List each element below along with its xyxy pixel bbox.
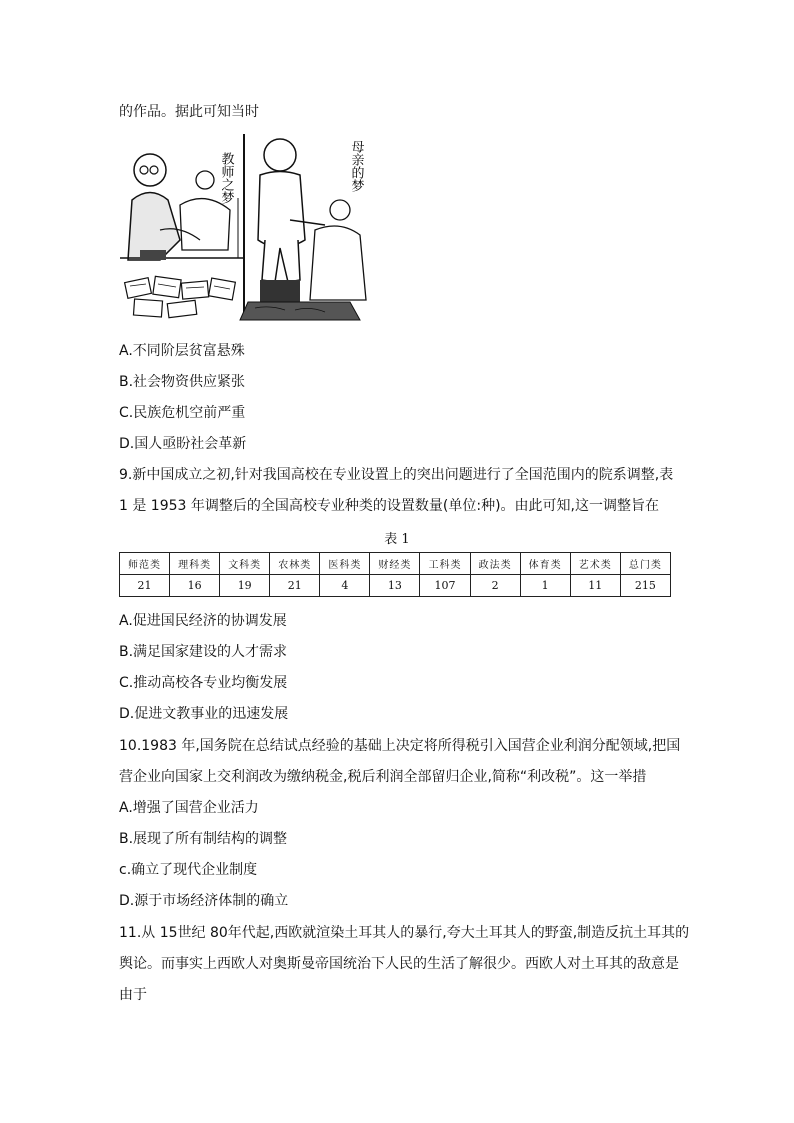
table-header-cell: 农林类: [270, 553, 320, 575]
table-header-cell: 财经类: [370, 553, 420, 575]
q8-option-d: D.国人亟盼社会革新: [119, 436, 247, 452]
table-caption: 表 1: [384, 532, 410, 547]
q9-option-c: C.推动高校各专业均衡发展: [119, 675, 288, 691]
table-value-cell: 4: [320, 575, 370, 597]
table-header-cell: 医科类: [320, 553, 370, 575]
q9-stem-line1: 9.新中国成立之初,针对我国高校在专业设置上的突出问题进行了全国范围内的院系调整,表: [119, 467, 674, 483]
table-header-cell: 工科类: [420, 553, 470, 575]
q8-option-a: A.不同阶层贫富悬殊: [119, 343, 245, 359]
q10-stem-line2: 营企业向国家上交利润改为缴纳税金,税后利润全部留归企业,简称“利改税”。这一举措: [119, 769, 647, 785]
q10-option-a: A.增强了国营企业活力: [119, 800, 259, 816]
q11-stem-line1: 11.从 15世纪 80年代起,西欧就渲染土耳其人的暴行,夸大土耳其人的野蛮,制造反抗土耳其的: [119, 925, 690, 941]
table-header-cell: 艺术类: [570, 553, 620, 575]
table-value-cell: 11: [570, 575, 620, 597]
table-header-cell: 师范类: [120, 553, 170, 575]
q10-stem-line1: 10.1983 年,国务院在总结试点经验的基础上决定将所得税引入国营企业利润分配领域,把国: [119, 738, 681, 754]
table-header-cell: 体育类: [520, 553, 570, 575]
cartoon-illustration: [120, 130, 370, 322]
left-panel-caption: 教师之梦: [218, 152, 234, 204]
q11-stem-line2: 舆论。而事实上西欧人对奥斯曼帝国统治下人民的生活了解很少。西欧人对土耳其的敌意是: [119, 956, 679, 972]
q9-option-b: B.满足国家建设的人才需求: [119, 644, 288, 660]
table-value-cell: 21: [120, 575, 170, 597]
q9-option-a: A.促进国民经济的协调发展: [119, 613, 287, 629]
table-value-cell: 215: [620, 575, 670, 597]
table-value-cell: 13: [370, 575, 420, 597]
q8-option-c: C.民族危机空前严重: [119, 405, 246, 421]
table-header-cell: 总门类: [620, 553, 670, 575]
table-header-cell: 理科类: [170, 553, 220, 575]
specialty-count-table: [119, 552, 671, 597]
q8-option-b: B.社会物资供应紧张: [119, 374, 246, 390]
table-value-cell: 2: [470, 575, 520, 597]
table-header-row: [120, 553, 671, 575]
intro-text: 的作品。据此可知当时: [119, 104, 259, 120]
q10-option-b: B.展现了所有制结构的调整: [119, 831, 288, 847]
table-value-cell: 19: [220, 575, 270, 597]
table-value-cell: 1: [520, 575, 570, 597]
table-header-cell: 文科类: [220, 553, 270, 575]
q9-option-d: D.促进文教事业的迅速发展: [119, 706, 289, 722]
q10-option-c: c.确立了现代企业制度: [119, 862, 258, 878]
table-row: [120, 575, 671, 597]
table-value-cell: 107: [420, 575, 470, 597]
table-value-cell: 16: [170, 575, 220, 597]
table-header-cell: 政法类: [470, 553, 520, 575]
q10-option-d: D.源于市场经济体制的确立: [119, 893, 289, 909]
right-panel-caption: 母亲的梦: [348, 140, 364, 192]
q11-stem-line3: 由于: [119, 987, 147, 1003]
table-value-cell: 21: [270, 575, 320, 597]
q9-stem-line2: 1 是 1953 年调整后的全国高校专业种类的设置数量(单位:种)。由此可知,这一调整旨在: [119, 498, 659, 514]
